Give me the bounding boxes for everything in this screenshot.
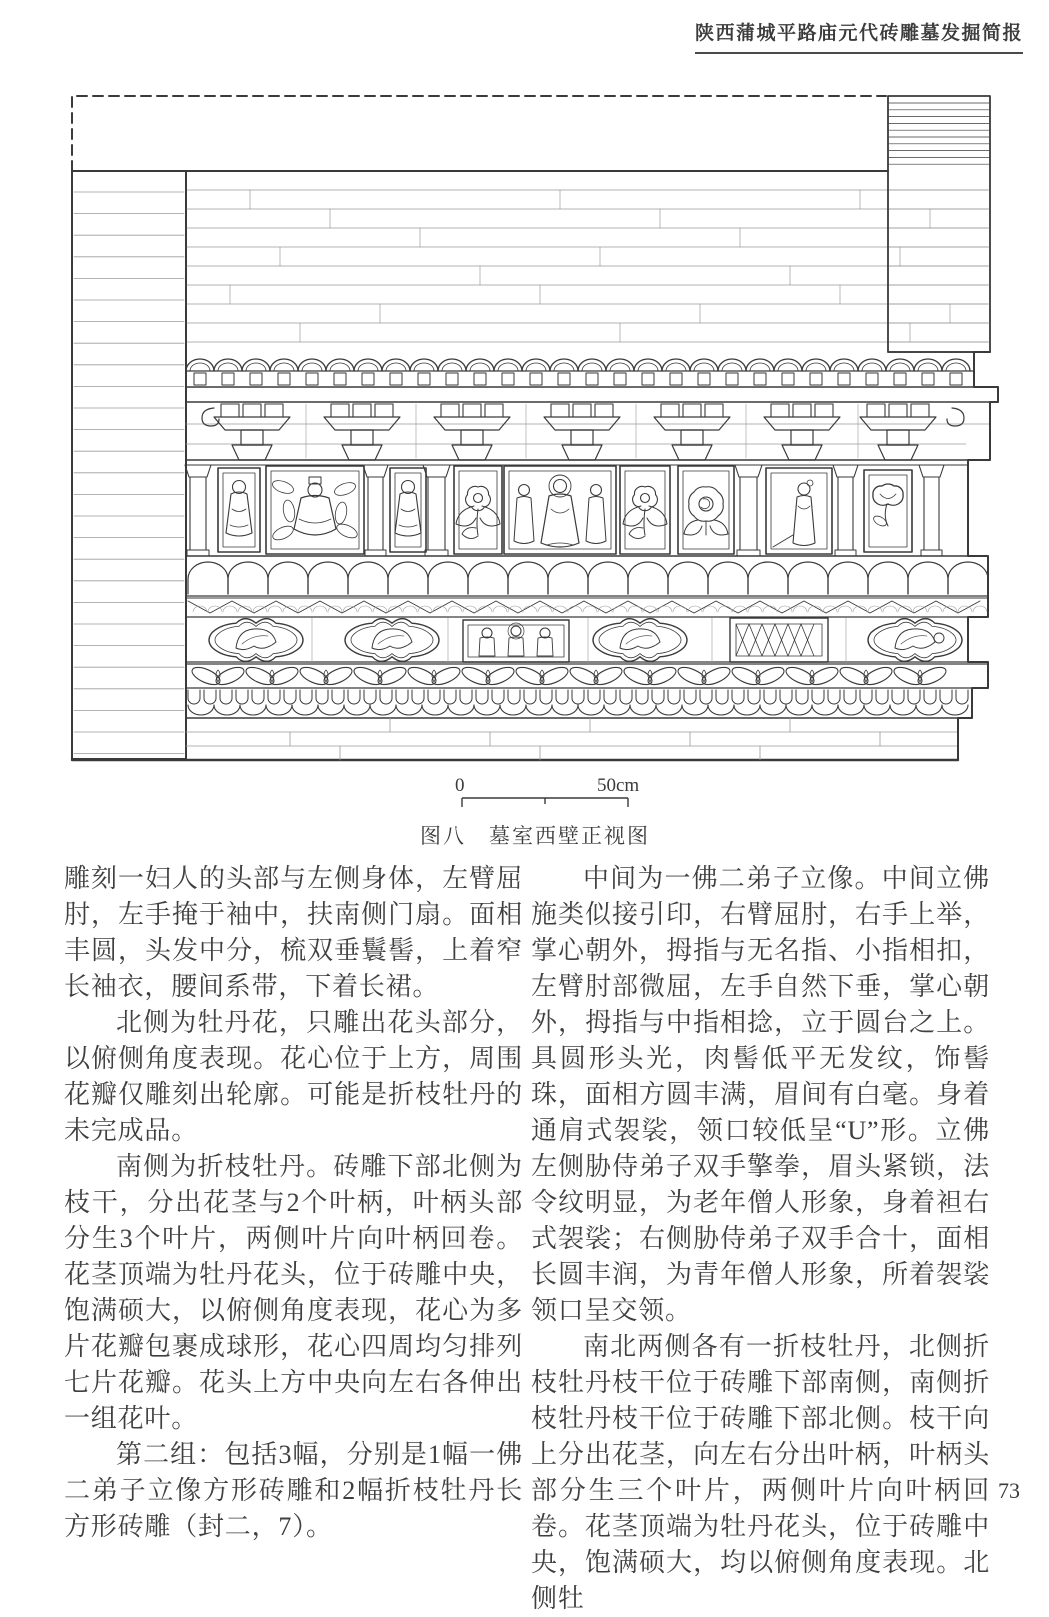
- panel-peony-blossom: [678, 466, 734, 554]
- running-head-title: 陕西蒲城平路庙元代砖雕墓发掘简报: [695, 18, 1023, 54]
- eaves-tile-row: [186, 359, 974, 385]
- paragraph: 南北两侧各有一折枝牡丹，北侧折枝牡丹枝干位于砖雕下部南侧，南侧折枝牡丹枝干位于砖雕下部北侧。枝干向上分出花茎，向左右分出叶柄，叶柄头部分生三个叶片，两侧叶片向叶柄回卷。花茎顶端为牡丹花头，位于砖雕中央，饱满硕大，均以俯侧角度表现。北侧牡: [531, 1332, 990, 1613]
- cartouche-peony-leaf-medallion-3: [593, 619, 687, 662]
- cartouche-three-figures-panel: [463, 620, 569, 662]
- panel-peony-spray-2: [620, 466, 670, 554]
- cartouche-register: [186, 618, 968, 662]
- panel-woman-at-door: [766, 468, 832, 554]
- arcade-band: [186, 562, 988, 596]
- paragraph: 中间为一佛二弟子立像。中间立佛施类似接引印，右臂屈肘，右手上举，掌心朝外，拇指与无名指、小指相扣，左臂肘部微屈，左手自然下垂，掌心朝外，拇指与中指相捻，立于圆台之上。具圆形头光，肉髻低平无发纹，饰髻珠，面相方圆丰满，眉间有白毫。身着通肩式袈裟，领口较低呈“U”形。立佛左侧胁侍弟子双手擎拳，眉头紧锁，法令纹明显，为老年僧人形象，身着袒右式袈裟；右侧胁侍弟子双手合十，面相长圆丰润，为青年僧人形象，所着袈裟领口呈交领。: [531, 864, 990, 1325]
- panel-standing-attendant-2: [390, 468, 426, 552]
- text-column-left: [64, 861, 523, 1545]
- valance-band: [186, 598, 988, 617]
- paragraph: 南侧为折枝牡丹。砖雕下部北侧为枝干，分出花茎与2个叶柄，叶柄头部分生3个叶片，两侧叶片向叶柄回卷。花茎顶端为牡丹花头，位于砖雕中央，饱满硕大，以俯侧角度表现，花心为多片花瓣包裹成球形，花心四周均匀排列七片花瓣。花头上方中央向左右各伸出一组花叶。: [64, 1152, 523, 1433]
- frieze-register: [185, 465, 968, 556]
- eave-purlin: [186, 387, 998, 402]
- wall-elevation-drawing: [72, 96, 998, 760]
- panel-unfinished-peony: [864, 470, 912, 552]
- paragraph: 雕刻一妇人的头部与左侧身体，左臂屈肘，左手掩于袖中，扶南侧门扇。面相丰圆，头发中分，梳双垂鬟髻，上着窄长袖衣，腰间系带，下着长裙。: [64, 864, 523, 1001]
- figure-8: [60, 85, 1010, 810]
- panel-seated-deity-with-foliage: [266, 466, 364, 554]
- paragraph: 第二组：包括3幅，分别是1幅一佛二弟子立像方形砖雕和2幅折枝牡丹长方形砖雕（封二，7）。: [64, 1440, 523, 1541]
- page-header: [695, 18, 1023, 54]
- tomb-west-wall-drawing: [60, 85, 1010, 810]
- scale-start-label: 0: [455, 775, 465, 796]
- scale-end-label: 50cm: [597, 775, 640, 796]
- panel-buddha-with-two-disciples: [504, 466, 616, 554]
- panel-peony-spray-1: [454, 466, 502, 554]
- excavation-dashed-outline: [72, 96, 886, 171]
- figure-caption: 图八 墓室西壁正视图: [420, 824, 650, 848]
- foliate-band: [186, 664, 988, 688]
- scale-bar: [455, 775, 639, 807]
- brick-courses-lower: [72, 718, 958, 760]
- bracket-sets: [186, 404, 990, 460]
- page-number: 73: [998, 1478, 1020, 1503]
- cartouche-lattice-panel: [730, 618, 828, 662]
- fringe-band: [188, 690, 968, 715]
- cartouche-curled-leaf-medallion: [868, 619, 962, 662]
- text-column-right: [531, 861, 990, 1617]
- panel-standing-attendant-1: [218, 468, 260, 552]
- paragraph: 北侧为牡丹花，只雕出花头部分，以俯侧角度表现。花心位于上方，周围花瓣仅雕刻出轮廓。可能是折枝牡丹的未完成品。: [64, 1008, 523, 1145]
- cartouche-peony-leaf-medallion-2: [345, 619, 439, 662]
- cartouche-peony-leaf-medallion-1: [209, 619, 303, 662]
- architrave: [186, 460, 968, 465]
- striped-pier: [888, 96, 990, 352]
